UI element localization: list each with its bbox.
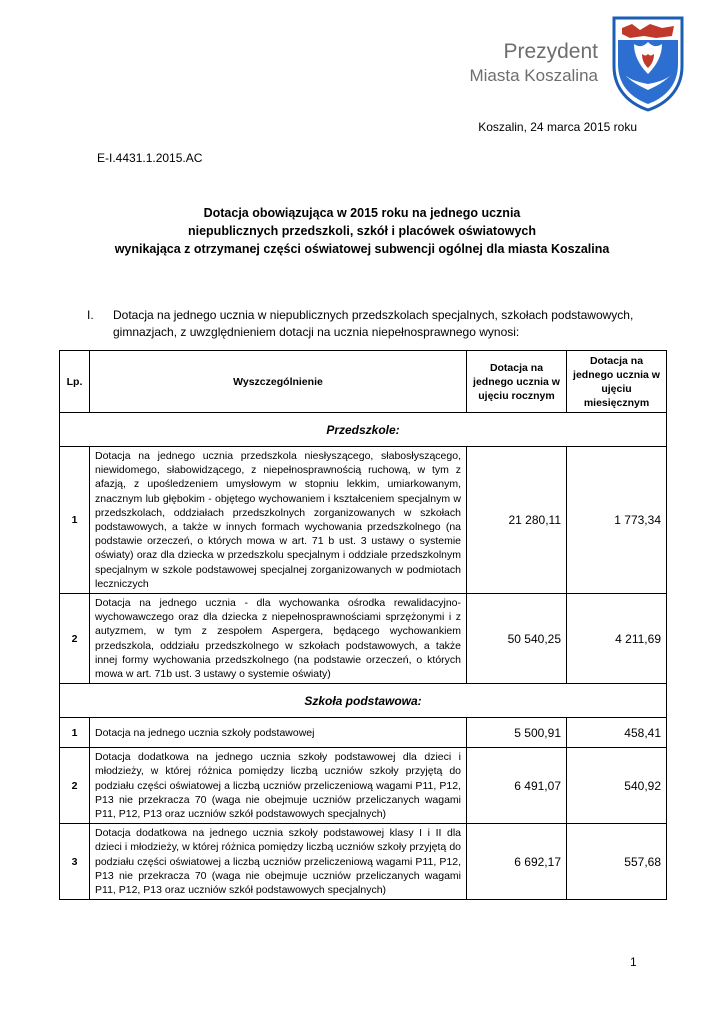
subsidy-table: [59, 350, 667, 900]
row-monthly-value: 458,41: [567, 718, 667, 748]
table-row: [60, 447, 667, 594]
row-description: Dotacja na jednego ucznia szkoły podstawowej: [90, 718, 467, 748]
row-annual-value: 6 491,07: [467, 748, 567, 824]
row-description: Dotacja dodatkowa na jednego ucznia szkoły podstawowej klasy I i II dla dzieci i młodzieży, w której różnica pomiędzy liczbą uczniów szkoły przyjętą do podziału części oświatowej a liczbą uczniów przeliczeniową wagami P11, P12, P13 nie przekracza 70 (waga nie obejmuje uczniów przeliczanych wagami P11, P12, P13 oraz uczniów szkół podstawowych specjalnych): [90, 824, 467, 900]
header-lp: Lp.: [60, 351, 90, 413]
row-annual-value: 5 500,91: [467, 718, 567, 748]
row-monthly-value: 1 773,34: [567, 447, 667, 594]
table-row: [60, 594, 667, 684]
group-title-kindergarten: Przedszkole:: [60, 413, 667, 447]
row-annual-value: 50 540,25: [467, 594, 567, 684]
section-intro: [87, 307, 673, 341]
table-row: [60, 718, 667, 748]
table-row: [60, 824, 667, 900]
header-monthly: Dotacja na jednego ucznia w ujęciu miesięcznym: [567, 351, 667, 413]
document-date: Koszalin, 24 marca 2015 roku: [478, 120, 637, 134]
row-monthly-value: 540,92: [567, 748, 667, 824]
row-monthly-value: 4 211,69: [567, 594, 667, 684]
header-description: Wyszczególnienie: [90, 351, 467, 413]
reference-number: E-I.4431.1.2015.AC: [97, 151, 203, 165]
koszalin-coat-of-arms-icon: [610, 14, 686, 112]
page-number: 1: [630, 955, 637, 969]
title-line: wynikająca z otrzymanej części oświatowej subwencji ogólnej dla miasta Koszalina: [114, 242, 610, 256]
row-lp: 1: [60, 718, 90, 748]
table-row: [60, 748, 667, 824]
header-subtitle: Miasta Koszalina: [469, 66, 598, 85]
row-lp: 2: [60, 594, 90, 684]
row-annual-value: 6 692,17: [467, 824, 567, 900]
group-title-primary-school: Szkoła podstawowa:: [60, 684, 667, 718]
row-description: Dotacja na jednego ucznia - dla wychowanka ośrodka rewalidacyjno-wychowawczego oraz dla dziecka z niepełnosprawnościami sprzężonymi i z autyzmem, w tym z zespołem Aspergera, będącego wychowankiem przedszkola, oddziału przedszkolnego w szkołach podstawowych, a także innej formy wychowania przedszkolnego (na podstawie orzeczeń, o których mowa w art. 71b ust. 3 ustawy o systemie oświaty): [90, 594, 467, 684]
row-description: Dotacja dodatkowa na jednego ucznia szkoły podstawowej dla dzieci i młodzieży, w której różnica pomiędzy liczbą uczniów szkoły przyjętą do podziału części oświatowej a liczbą uczniów przeliczeniową wagami P11, P12, P13 nie przekracza 70 (waga nie obejmuje uczniów przeliczanych wagami P11, P12, P13 oraz uczniów szkół podstawowych specjalnych): [90, 748, 467, 824]
document-title: [60, 204, 664, 258]
section-text: Dotacja na jednego ucznia w niepublicznych przedszkolach specjalnych, szkołach podstawowych, gimnazjach, z uwzględnieniem dotacji na ucznia niepełnosprawnego wynosi:: [113, 308, 634, 339]
row-monthly-value: 557,68: [567, 824, 667, 900]
row-lp: 2: [60, 748, 90, 824]
header-annual: Dotacja na jednego ucznia w ujęciu rocznym: [467, 351, 567, 413]
section-number: I.: [87, 308, 94, 322]
title-line: niepublicznych przedszkoli, szkół i placówek oświatowych: [187, 224, 536, 238]
row-description: Dotacja na jednego ucznia przedszkola niesłyszącego, słabosłyszącego, niewidomego, słabowidzącego, z niepełnosprawnością ruchową, w tym z afazją, z upośledzeniem umysłowym w stopniu lekkim, umiarkowanym, znacznym lub głębokim - objętego wychowaniem i kształceniem specjalnym w przedszkolach, oddziałach przedszkolnych zorganizowanych w szkołach podstawowych, a także w innych formach wychowania przedszkolnego (na podstawie orzeczeń, o których mowa w art. 71 b ust. 3 ustawy o systemie oświaty) oraz dla dziecka w przedszkolu specjalnym i oddziale przedszkolnym specjalnym w szkole podstawowej specjalnej zorganizowanych w podmiotach leczniczych: [90, 447, 467, 594]
header-title: Prezydent: [503, 40, 598, 63]
title-line: Dotacja obowiązująca w 2015 roku na jednego ucznia: [203, 206, 521, 220]
row-lp: 1: [60, 447, 90, 594]
row-annual-value: 21 280,11: [467, 447, 567, 594]
row-lp: 3: [60, 824, 90, 900]
